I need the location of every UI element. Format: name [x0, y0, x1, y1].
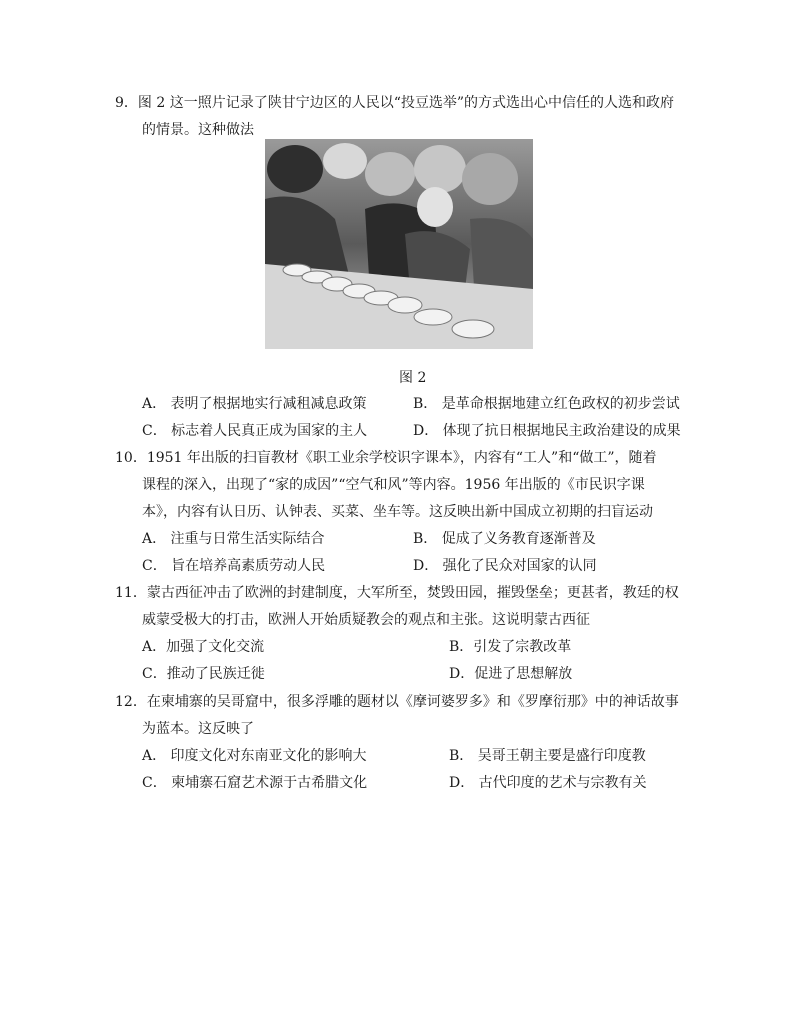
election-photo: [265, 139, 533, 349]
q12-option-c: C． 柬埔寨石窟艺术源于古希腊文化: [142, 775, 368, 791]
q11-stem-line-2: 威蒙受极大的打击，欧洲人开始质疑教会的观点和主张。这说明蒙古西征: [142, 612, 590, 628]
figure-caption: 图 2: [399, 370, 427, 386]
q9-option-a: A． 表明了根据地实行减租减息政策: [142, 396, 367, 412]
q11-option-c: C．推动了民族迁徙: [142, 666, 265, 682]
q12-option-d: D． 古代印度的艺术与宗教有关: [449, 775, 647, 791]
q11-option-a: A．加强了文化交流: [142, 639, 265, 655]
q11-option-d: D．促进了思想解放: [449, 666, 573, 682]
q12-stem-line-2: 为蓝本。这反映了: [142, 721, 254, 737]
q9-option-c: C． 标志着人民真正成为国家的主人: [142, 423, 368, 439]
q11-stem-line-1: 11．蒙古西征冲击了欧洲的封建制度，大军所至，焚毁田园，摧毁堡垒；更甚者，教廷的权: [115, 585, 679, 601]
q9-option-b: B． 是革命根据地建立红色政权的初步尝试: [413, 396, 680, 412]
q10-stem-line-1: 10．1951 年出版的扫盲教材《职工业余学校识字课本》，内容有“工人”和“做工”，随着: [115, 450, 657, 466]
q10-option-d: D． 强化了民众对国家的认同: [413, 558, 597, 574]
q12-stem-line-1: 12．在柬埔寨的吴哥窟中，很多浮雕的题材以《摩诃婆罗多》和《罗摩衍那》中的神话故事: [115, 694, 679, 710]
q9-stem-line-1: 9．图 2 这一照片记录了陕甘宁边区的人民以“投豆选举”的方式选出心中信任的人选和政府: [115, 95, 675, 111]
q12-option-b: B． 吴哥王朝主要是盛行印度教: [449, 748, 646, 764]
q9-option-d: D． 体现了抗日根据地民主政治建设的成果: [413, 423, 681, 439]
q10-option-a: A． 注重与日常生活实际结合: [142, 531, 325, 547]
q11-option-b: B．引发了宗教改革: [449, 639, 572, 655]
q9-stem-line-2: 的情景。这种做法: [142, 122, 254, 138]
q10-option-b: B． 促成了义务教育逐渐普及: [413, 531, 596, 547]
q12-option-a: A． 印度文化对东南亚文化的影响大: [142, 748, 367, 764]
q10-stem-line-2: 课程的深入，出现了“家的成因”“空气和风”等内容。1956 年出版的《市民识字课: [142, 477, 645, 493]
q10-option-c: C． 旨在培养高素质劳动人民: [142, 558, 326, 574]
q10-stem-line-3: 本》，内容有认日历、认钟表、买菜、坐车等。这反映出新中国成立初期的扫盲运动: [142, 504, 653, 520]
